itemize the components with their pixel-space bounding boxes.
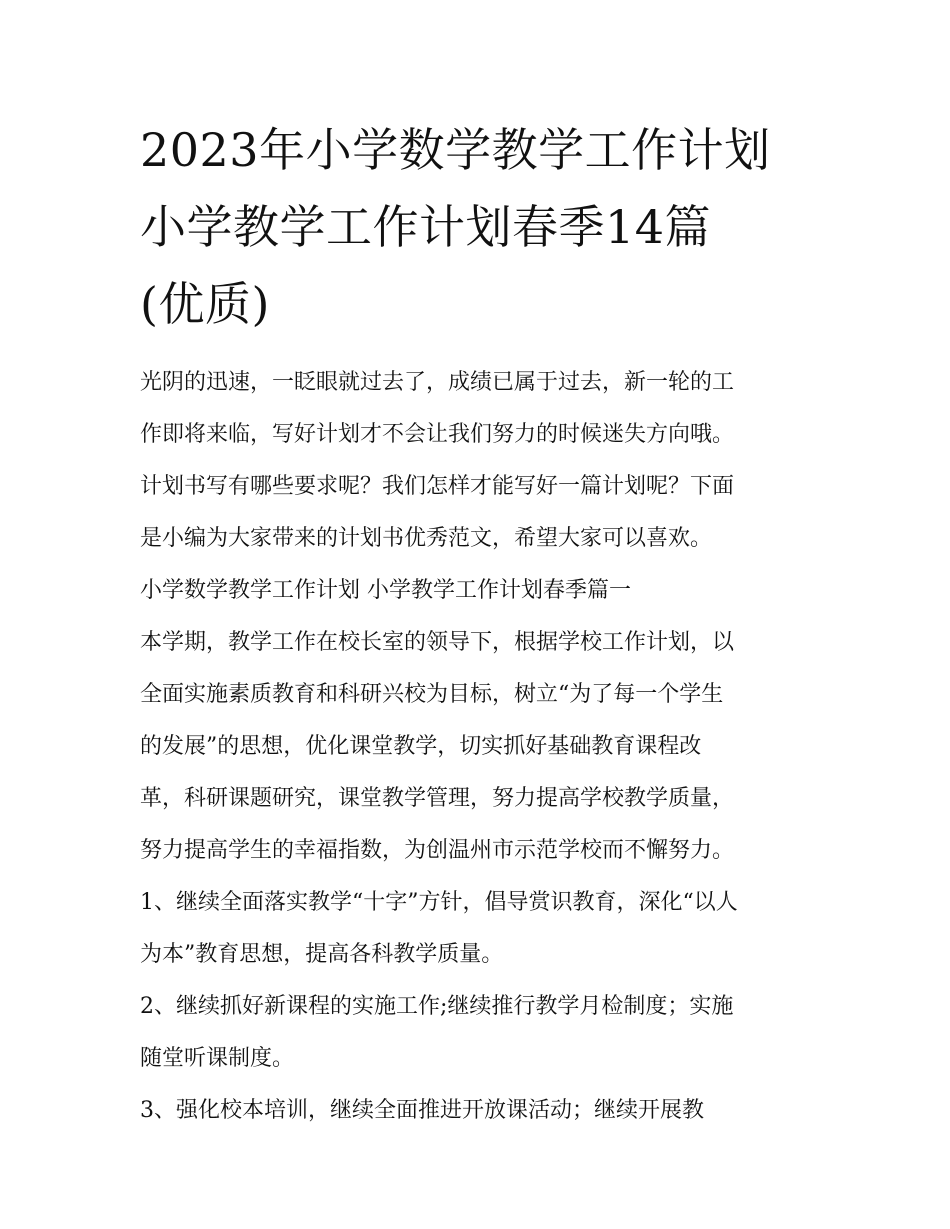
intro-line: 是小编为大家带来的计划书优秀范文，希望大家可以喜欢。: [140, 526, 713, 551]
intro-line: 光阴的迅速，一眨眼就过去了，成绩已属于过去，新一轮的工: [140, 370, 735, 395]
list-item-line: 为本”教育思想，提高各科教学质量。: [140, 942, 504, 967]
list-item-1: [140, 880, 820, 984]
title-line-1: 2023年小学数学教学工作计划: [140, 123, 771, 177]
intro-paragraph: [140, 360, 820, 568]
list-item-line: 2、继续抓好新课程的实施工作;继续推行教学月检制度；实施: [140, 994, 734, 1019]
section-line: 本学期，教学工作在校长室的领导下，根据学校工作计划，以: [140, 630, 735, 655]
section-line: 全面实施素质教育和科研兴校为目标，树立“为了每一个学生: [140, 682, 724, 707]
section-line: 努力提高学生的幸福指数，为创温州市示范学校而不懈努力。: [140, 838, 735, 863]
list-item-line: 1、继续全面落实教学“十字”方针，倡导赏识教育，深化“以人: [140, 890, 738, 915]
document-title: [140, 112, 820, 343]
list-item-3: [140, 1088, 820, 1140]
section-line: 的发展”的思想，优化课堂教学，切实抓好基础教育课程改: [140, 734, 702, 759]
section-heading-text: 小学数学教学工作计划 小学教学工作计划春季篇一: [140, 578, 631, 603]
document-body: [140, 360, 820, 1140]
section-paragraph: [140, 620, 820, 880]
list-item-line: 3、强化校本培训，继续全面推进开放课活动；继续开展教: [140, 1098, 704, 1123]
intro-line: 作即将来临，写好计划才不会让我们努力的时候迷失方向哦。: [140, 422, 735, 447]
list-item-line: 随堂听课制度。: [140, 1046, 295, 1071]
section-line: 革，科研课题研究，课堂教学管理，努力提高学校教学质量，: [140, 786, 735, 811]
list-item-2: [140, 984, 820, 1088]
title-line-2: 小学教学工作计划春季14篇: [140, 200, 712, 254]
title-line-3: (优质): [140, 277, 270, 331]
section-heading: [140, 568, 820, 620]
intro-line: 计划书写有哪些要求呢？我们怎样才能写好一篇计划呢？下面: [140, 474, 735, 499]
